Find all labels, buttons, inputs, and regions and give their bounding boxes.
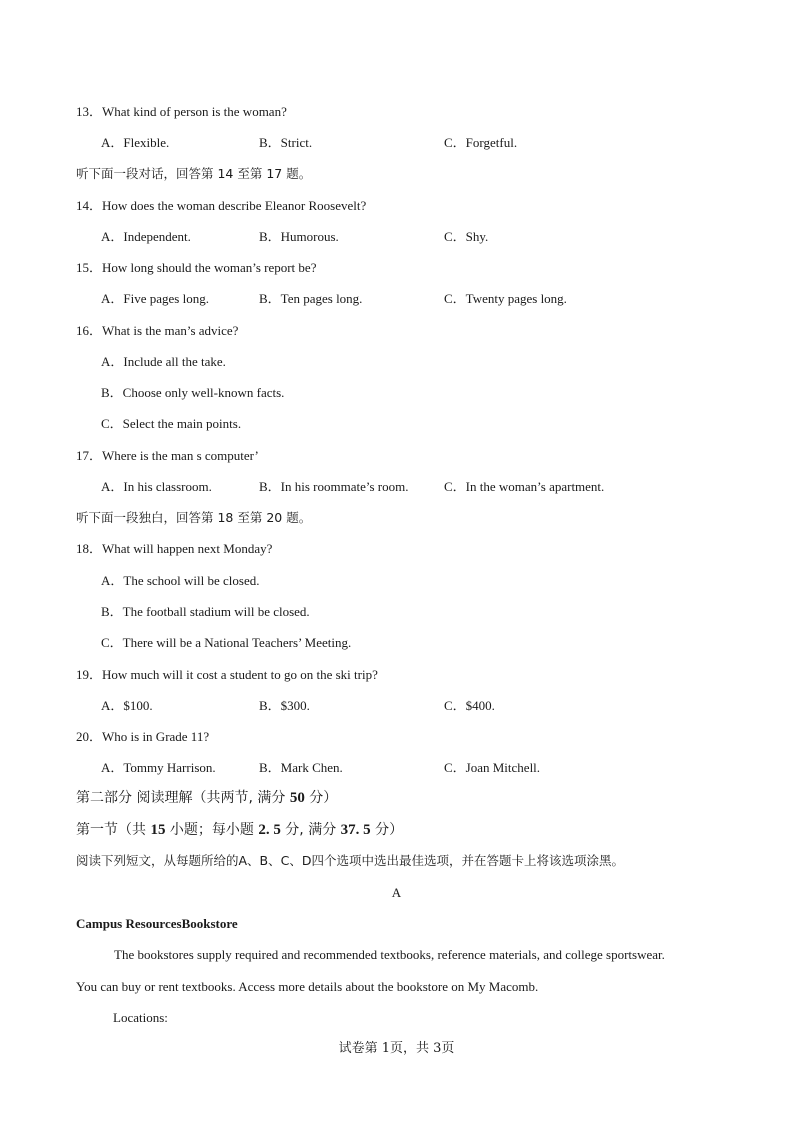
passage-locations-label: Locations: [113, 1010, 168, 1025]
question-13-option-a: A．Flexible. [101, 135, 170, 150]
question-13-option-c: C．Forgetful. [444, 135, 518, 150]
question-20-option-c: C．Joan Mitchell. [444, 760, 541, 775]
section-one-mid2: 分, 满分 [280, 822, 341, 838]
listening-instruction-14-17: 听下面一段对话，回答第 14 至第 17 题。 [76, 166, 312, 181]
question-17-stem: 17．Where is the man s computer’ [76, 448, 259, 463]
question-15-option-a: A．Five pages long. [101, 291, 209, 306]
passage-paragraph-line-2: You can buy or rent textbooks. Access more details about the bookstore on My Macomb. [76, 979, 539, 994]
section-one-total: 37. 5 [340, 822, 371, 838]
question-18-option-b: B．The football stadium will be closed. [101, 604, 310, 619]
part-two-heading-post: 分） [304, 790, 338, 806]
question-15-option-c: C．Twenty pages long. [444, 291, 567, 306]
question-17-option-c: C．In the woman’s apartment. [444, 479, 605, 494]
section-one-per-item: 2. 5 [258, 822, 281, 838]
question-18-stem: 18．What will happen next Monday? [76, 541, 273, 556]
passage-paragraph-line-1: The bookstores supply required and recommended textbooks, reference materials, and college sportswear. [114, 947, 665, 962]
section-one-count: 15 [150, 822, 166, 838]
section-one-mid1: 小题；每小题 [165, 822, 259, 838]
question-19-option-c: C．$400. [444, 698, 495, 713]
reading-instruction: 阅读下列短文，从每题所给的A、B、C、D四个选项中选出最佳选项，并在答题卡上将该选项涂黑。 [76, 853, 624, 868]
question-18-option-c: C．There will be a National Teachers’ Meeting. [101, 635, 352, 650]
question-16-option-a: A．Include all the take. [101, 354, 226, 369]
question-14-option-c: C．Shy. [444, 229, 489, 244]
section-one-heading [76, 822, 403, 838]
passage-title: Campus ResourcesBookstore [76, 916, 238, 931]
question-13-option-b: B．Strict. [259, 135, 313, 150]
question-16-stem: 16．What is the man’s advice? [76, 323, 239, 338]
question-17-option-a: A．In his classroom. [101, 479, 212, 494]
part-two-heading-pre: 第二部分 阅读理解（共两节, 满分 [76, 790, 290, 806]
question-13-stem: 13．What kind of person is the woman? [76, 104, 287, 119]
part-two-heading [76, 790, 337, 806]
question-15-option-b: B．Ten pages long. [259, 291, 363, 306]
passage-letter: A [391, 885, 402, 900]
question-14-option-a: A．Independent. [101, 229, 191, 244]
question-16-option-b: B．Choose only well-known facts. [101, 385, 285, 400]
listening-instruction-18-20: 听下面一段独白，回答第 18 至第 20 题。 [76, 510, 312, 525]
question-20-stem: 20．Who is in Grade 11? [76, 729, 210, 744]
question-14-stem: 14．How does the woman describe Eleanor Roosevelt? [76, 198, 367, 213]
question-20-option-b: B．Mark Chen. [259, 760, 343, 775]
page-footer: 试卷第 1页，共 3页 [338, 1041, 455, 1056]
section-one-pre: 第一节（共 [76, 822, 151, 838]
question-14-option-b: B．Humorous. [259, 229, 339, 244]
question-18-option-a: A．The school will be closed. [101, 573, 260, 588]
question-15-stem: 15．How long should the woman’s report be? [76, 260, 317, 275]
question-16-option-c: C．Select the main points. [101, 416, 242, 431]
question-19-option-b: B．$300. [259, 698, 310, 713]
question-20-option-a: A．Tommy Harrison. [101, 760, 216, 775]
part-two-score: 50 [289, 790, 305, 806]
section-one-post: 分） [370, 822, 404, 838]
question-19-stem: 19．How much will it cost a student to go on the ski trip? [76, 667, 378, 682]
question-17-option-b: B．In his roommate’s room. [259, 479, 409, 494]
question-19-option-a: A．$100. [101, 698, 153, 713]
